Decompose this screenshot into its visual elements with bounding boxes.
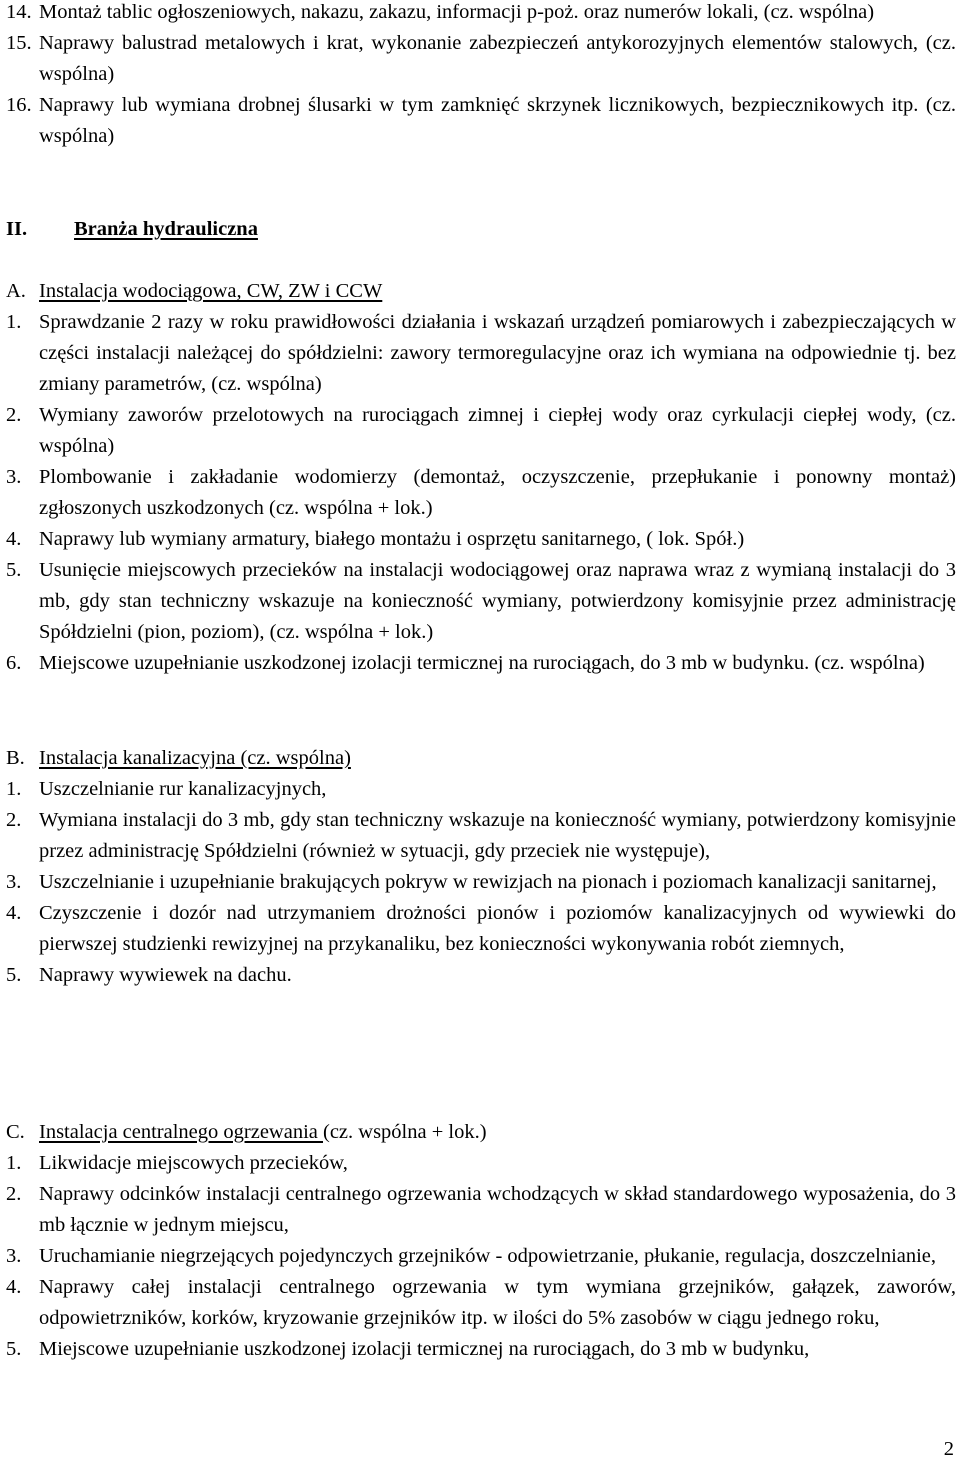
list-item — [6, 524, 956, 555]
item-text: Uruchamianie niegrzejących pojedynczych grzejników - odpowietrzanie, płukanie, regulacja, doszczelnianie, — [39, 1245, 937, 1267]
item-number: 4. — [6, 528, 22, 550]
item-text: Naprawy balustrad metalowych i krat, wykonanie zabezpieczeń antykorozyjnych elementów stalowych, (cz. wspólna) — [39, 32, 956, 85]
subsection-heading-A — [6, 276, 382, 307]
item-text: Sprawdzanie 2 razy w roku prawidłowości działania i wskazań urządzeń pomiarowych i zabezpieczających w części instalacji należącej do spółdzielni: zawory termoregulacyjne oraz ich wymiana na odpowiednie tj. bez zmiany parametrów, (cz. wspólna) — [39, 311, 956, 395]
item-number: 4. — [6, 1276, 22, 1298]
item-number: 6. — [6, 652, 22, 674]
item-number: 2. — [6, 404, 22, 426]
subsection-letter: C. — [6, 1121, 25, 1143]
item-number: 3. — [6, 466, 22, 488]
item-text: Naprawy całej instalacji centralnego ogrzewania w tym wymiana grzejników, gałązek, zaworów, odpowietrzników, korków, kryzowanie grzejników itp. w ilości do 5% zasobów w ciągu jednego roku, — [39, 1276, 956, 1329]
item-number: 15. — [6, 32, 32, 54]
list-item — [6, 960, 956, 991]
list-item — [6, 774, 956, 805]
list-item — [6, 648, 956, 679]
subsection-title: Instalacja kanalizacyjna (cz. wspólna) — [39, 747, 351, 769]
section-C-list — [6, 1148, 956, 1365]
item-number: 4. — [6, 902, 22, 924]
list-item — [6, 400, 956, 462]
item-number: 1. — [6, 778, 22, 800]
item-number: 5. — [6, 964, 22, 986]
list-item — [6, 1179, 956, 1241]
item-text: Likwidacje miejscowych przecieków, — [39, 1152, 348, 1174]
subsection-letter: B. — [6, 747, 25, 769]
item-number: 14. — [6, 1, 32, 23]
item-text: Miejscowe uzupełnianie uszkodzonej izolacji termicznej na rurociągach, do 3 mb w budynku, — [39, 1338, 810, 1360]
item-number: 1. — [6, 1152, 22, 1174]
item-number: 3. — [6, 1245, 22, 1267]
subsection-letter: A. — [6, 280, 26, 302]
section-heading-II — [6, 214, 258, 245]
section-number: II. — [6, 218, 28, 240]
list-item — [6, 1148, 956, 1179]
list-item — [6, 28, 956, 90]
section-title: Branża hydrauliczna — [74, 218, 258, 240]
item-text: Plombowanie i zakładanie wodomierzy (demontaż, oczyszczenie, przepłukanie i ponowny montaż) zgłoszonych uszkodzonych (cz. wspólna + lok.) — [39, 466, 956, 519]
list-item — [6, 805, 956, 867]
list-item — [6, 90, 956, 152]
list-item — [6, 1272, 956, 1334]
item-text: Uszczelnianie i uzupełnianie brakujących pokryw w rewizjach na pionach i poziomach kanalizacji sanitarnej, — [39, 871, 937, 893]
list-item — [6, 555, 956, 648]
subsection-title-suffix: (cz. wspólna + lok.) — [323, 1121, 487, 1143]
item-number: 1. — [6, 311, 22, 333]
list-item — [6, 0, 956, 28]
list-item — [6, 867, 956, 898]
item-text: Miejscowe uzupełnianie uszkodzonej izolacji termicznej na rurociągach, do 3 mb w budynku. (cz. wspólna) — [39, 652, 925, 674]
section-B-list — [6, 774, 956, 991]
item-number: 2. — [6, 1183, 22, 1205]
item-text: Uszczelnianie rur kanalizacyjnych, — [39, 778, 327, 800]
item-text: Naprawy lub wymiany armatury, białego montażu i osprzętu sanitarnego, ( lok. Spół.) — [39, 528, 745, 550]
subsection-title: Instalacja wodociągowa, CW, ZW i CCW — [39, 280, 383, 302]
item-text: Naprawy lub wymiana drobnej ślusarki w tym zamknięć skrzynek licznikowych, bezpiecznikowych itp. (cz. wspólna) — [39, 94, 956, 147]
item-text: Usunięcie miejscowych przecieków na instalacji wodociągowej oraz naprawa wraz z wymianą instalacji do 3 mb, gdy stan techniczny wskazuje na konieczność wymiany, potwierdzony komisyjnie przez administrację Spółdzielni (pion, poziom), (cz. wspólna + lok.) — [39, 559, 956, 643]
subsection-heading-C — [6, 1117, 487, 1148]
item-number: 5. — [6, 1338, 22, 1360]
item-text: Naprawy wywiewek na dachu. — [39, 964, 292, 986]
item-number: 5. — [6, 559, 22, 581]
item-text: Montaż tablic ogłoszeniowych, nakazu, zakazu, informacji p-poż. oraz numerów lokali, (cz. wspólna) — [39, 1, 875, 23]
subsection-heading-B — [6, 743, 351, 774]
item-text: Wymiany zaworów przelotowych na rurociągach zimnej i ciepłej wody oraz cyrkulacji ciepłej wody, (cz. wspólna) — [39, 404, 956, 457]
list-item — [6, 307, 956, 400]
item-number: 2. — [6, 809, 22, 831]
intro-list — [6, 0, 956, 152]
list-item — [6, 898, 956, 960]
item-number: 3. — [6, 871, 22, 893]
item-number: 16. — [6, 94, 32, 116]
page-number: 2 — [943, 1438, 954, 1460]
item-text: Czyszczenie i dozór nad utrzymaniem drożności pionów i poziomów kanalizacyjnych od wywiewki do pierwszej studzienki rewizyjnej na przykanaliku, bez konieczności wykonywania robót ziemnych, — [39, 902, 956, 955]
item-text: Wymiana instalacji do 3 mb, gdy stan techniczny wskazuje na konieczność wymiany, potwierdzony komisyjnie przez administrację Spółdzielni (również w sytuacji, gdy przeciek nie występuje), — [39, 809, 956, 862]
subsection-title: Instalacja centralnego ogrzewania — [39, 1121, 323, 1143]
list-item — [6, 462, 956, 524]
section-A-list — [6, 307, 956, 679]
list-item — [6, 1241, 956, 1272]
item-text: Naprawy odcinków instalacji centralnego ogrzewania wchodzących w skład standardowego wyposażenia, do 3 mb łącznie w jednym miejscu, — [39, 1183, 956, 1236]
list-item — [6, 1334, 956, 1365]
